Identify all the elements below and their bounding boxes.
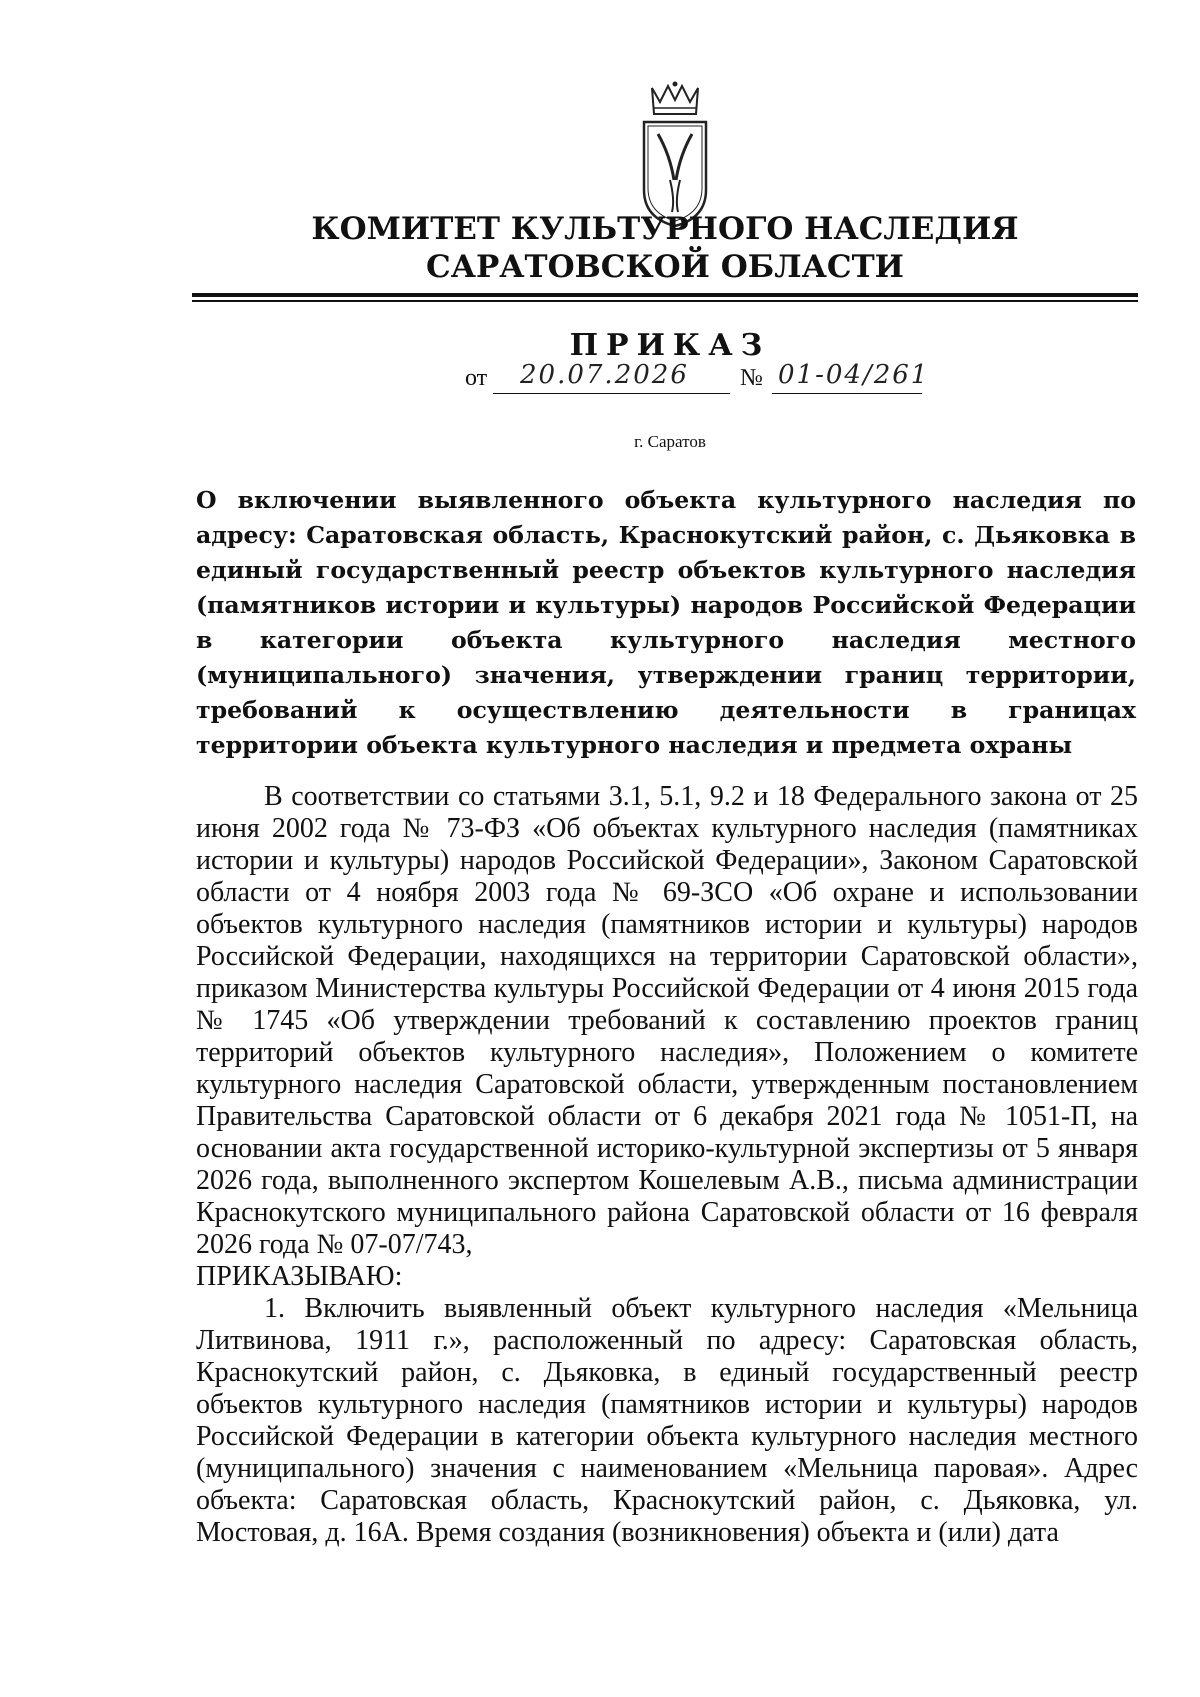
coat-of-arms-emblem (630, 80, 720, 230)
number-label: № (740, 365, 763, 391)
organization-name (190, 210, 1140, 286)
order-subject (196, 483, 1136, 763)
header-rule-thin (192, 300, 1138, 302)
city-label: г. Саратов (634, 432, 706, 451)
subject-text: О включении выявленного объекта культурного наследия по адресу: Саратовская область, Краснокутский район, с. Дьяковка в единый государственный реестр объектов культурного наследия (памятников истории и культуры) народов Российской Федерации в категории объекта культурного наследия местного (муниципального) значения, утверждении границ территории, требований к осуществлению деятельности в границах территории объекта культурного наследия и предмета охраны (196, 486, 1136, 759)
organization-line-2: САРАТОВСКОЙ ОБЛАСТИ (426, 249, 904, 285)
header-rule-thick (192, 293, 1138, 297)
order-item-1 (196, 1293, 1138, 1549)
order-body (196, 781, 1138, 1549)
preamble-paragraph (196, 781, 1138, 1261)
order-title: ПРИКАЗ (569, 328, 771, 363)
preamble-text: В соответствии со статьями 3.1, 5.1, 9.2 и 18 Федерального закона от 25 июня 2002 года № 73-ФЗ «Об объектах культурного наследия (памятниках истории и культуры) народов Российской Федерации», Законом Саратовской области от 4 ноября 2003 года № 69-ЗСО «Об охране и использовании объектов культурного наследия (памятников истории и культуры) народов Российской Федерации, находящихся на территории Саратовской области», приказом Министерства культуры Российской Федерации от 4 июня 2015 года № 1745 «Об утверждении требований к составлению проектов границ территорий объектов культурного наследия», Положением о комитете культурного наследия Саратовской области, утвержденным постановлением Правительства Саратовской области от 6 декабря 2021 года № 1051-П, на основании акта государственной историко-культурной экспертизы от 5 января 2026 года, выполненного экспертом Кошелевым А.В., письма администрации Краснокутского муниципального района Саратовской области от 16 февраля 2026 года № 07-07/743, (196, 781, 1138, 1260)
date-label: от (465, 365, 488, 391)
number-underline (772, 393, 922, 394)
organization-line-1: КОМИТЕТ КУЛЬТУРНОГО НАСЛЕДИЯ (311, 211, 1019, 247)
date-underline (493, 393, 730, 394)
handwritten-number: 01-04/261 (778, 360, 930, 390)
handwritten-date: 20.07.2026 (520, 360, 689, 390)
order-verb: ПРИКАЗЫВАЮ: (196, 1261, 403, 1292)
order-item-1-text: 1. Включить выявленный объект культурного наследия «Мельница Литвинова, 1911 г.», расположенный по адресу: Саратовская область, Краснокутский район, с. Дьяковка, в единый государственный реестр объектов культурного наследия (памятников истории и культуры) народов Российской Федерации в категории объекта культурного наследия местного (муниципального) значения с наименованием «Мельница паровая». Адрес объекта: Саратовская область, Краснокутский район, с. Дьяковка, ул. Мостовая, д. 16А. Время создания (возникновения) объекта и (или) дата (196, 1293, 1138, 1548)
